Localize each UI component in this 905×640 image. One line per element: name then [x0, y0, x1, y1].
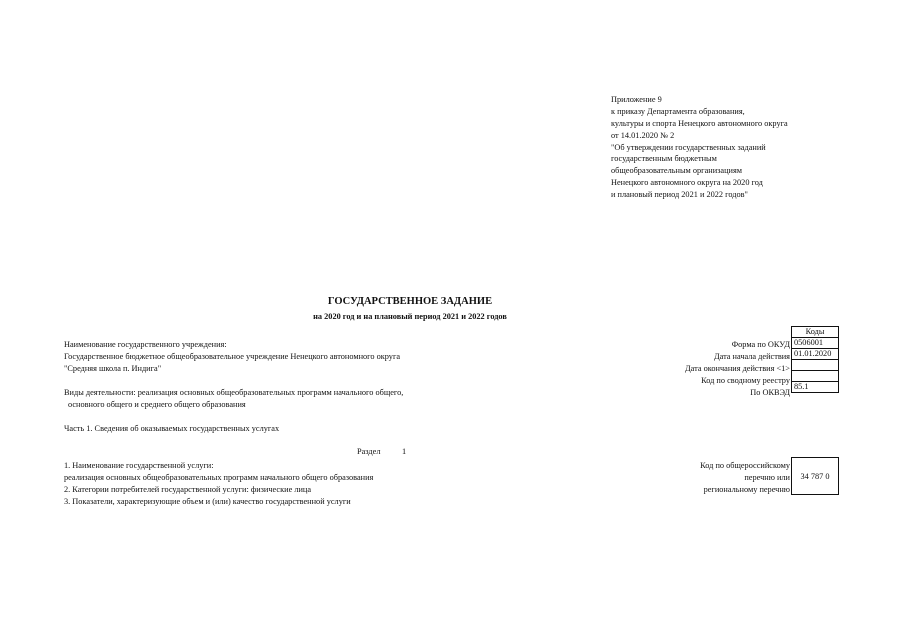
institution-label: Наименование государственного учреждения:	[64, 340, 227, 349]
appendix-line: от 14.01.2020 № 2	[611, 130, 675, 140]
registry-value	[792, 371, 839, 382]
registry-code-box	[791, 457, 839, 495]
end-date-value	[792, 360, 839, 371]
institution-name-short: "Средняя школа п. Индига"	[64, 364, 162, 373]
registry-code-label: региональному перечню	[703, 485, 790, 494]
appendix-line: Приложение 9	[611, 95, 662, 104]
consumer-category: 2. Категории потребителей государственной услуги: физические лица	[64, 485, 312, 494]
appendix-line: к приказу Департамента образования,	[611, 106, 745, 116]
indicators-heading: 3. Показатели, характеризующие объем и (или) качество государственной услуги	[64, 497, 351, 506]
institution-name: Государственное бюджетное общеобразовательное учреждение Ненецкого автономного округа	[64, 352, 401, 361]
document-title: ГОСУДАРСТВЕННОЕ ЗАДАНИЕ	[327, 296, 493, 307]
document-subtitle: на 2020 год и на плановый период 2021 и 2022 годов	[313, 312, 507, 321]
okud-value: 0506001	[792, 338, 839, 349]
okved-label: По ОКВЭД	[750, 388, 790, 397]
registry-label: Код по сводному реестру	[701, 376, 790, 385]
part-title: Часть 1. Сведения об оказываемых государственных услугах	[64, 424, 280, 433]
registry-code-label: перечню или	[744, 473, 790, 482]
activity-line: основного общего и среднего общего образования	[68, 400, 246, 409]
appendix-note	[611, 94, 788, 201]
okved-value: 85.1	[792, 382, 839, 393]
codes-header: Коды	[792, 327, 839, 338]
okud-label: Форма по ОКУД	[731, 340, 790, 349]
codes-table	[791, 326, 839, 393]
end-date-label: Дата окончания действия <1>	[685, 364, 790, 373]
start-date-label: Дата начала действия	[713, 352, 790, 361]
service-name-label: 1. Наименование государственной услуги:	[64, 461, 214, 470]
section-label: Раздел	[357, 447, 381, 456]
start-date-value: 01.01.2020	[792, 349, 839, 360]
appendix-line: культуры и спорта Ненецкого автономного округа	[611, 118, 788, 128]
activity-line: Виды деятельности: реализация основных общеобразовательных программ начального общего,	[64, 388, 404, 397]
appendix-line: "Об утверждении государственных заданий	[611, 142, 766, 152]
appendix-line: государственным бюджетным	[611, 154, 717, 164]
section-number: 1	[402, 447, 407, 456]
appendix-line: общеобразовательным организациям	[611, 166, 743, 176]
appendix-line: Ненецкого автономного округа на 2020 год	[611, 178, 763, 188]
registry-code-label: Код по общероссийскому	[700, 461, 790, 470]
appendix-line: и плановый период 2021 и 2022 годов"	[611, 190, 748, 200]
service-name-value: реализация основных общеобразовательных программ начального общего образования	[64, 473, 374, 482]
registry-code-value: 34 787 0	[800, 471, 830, 481]
